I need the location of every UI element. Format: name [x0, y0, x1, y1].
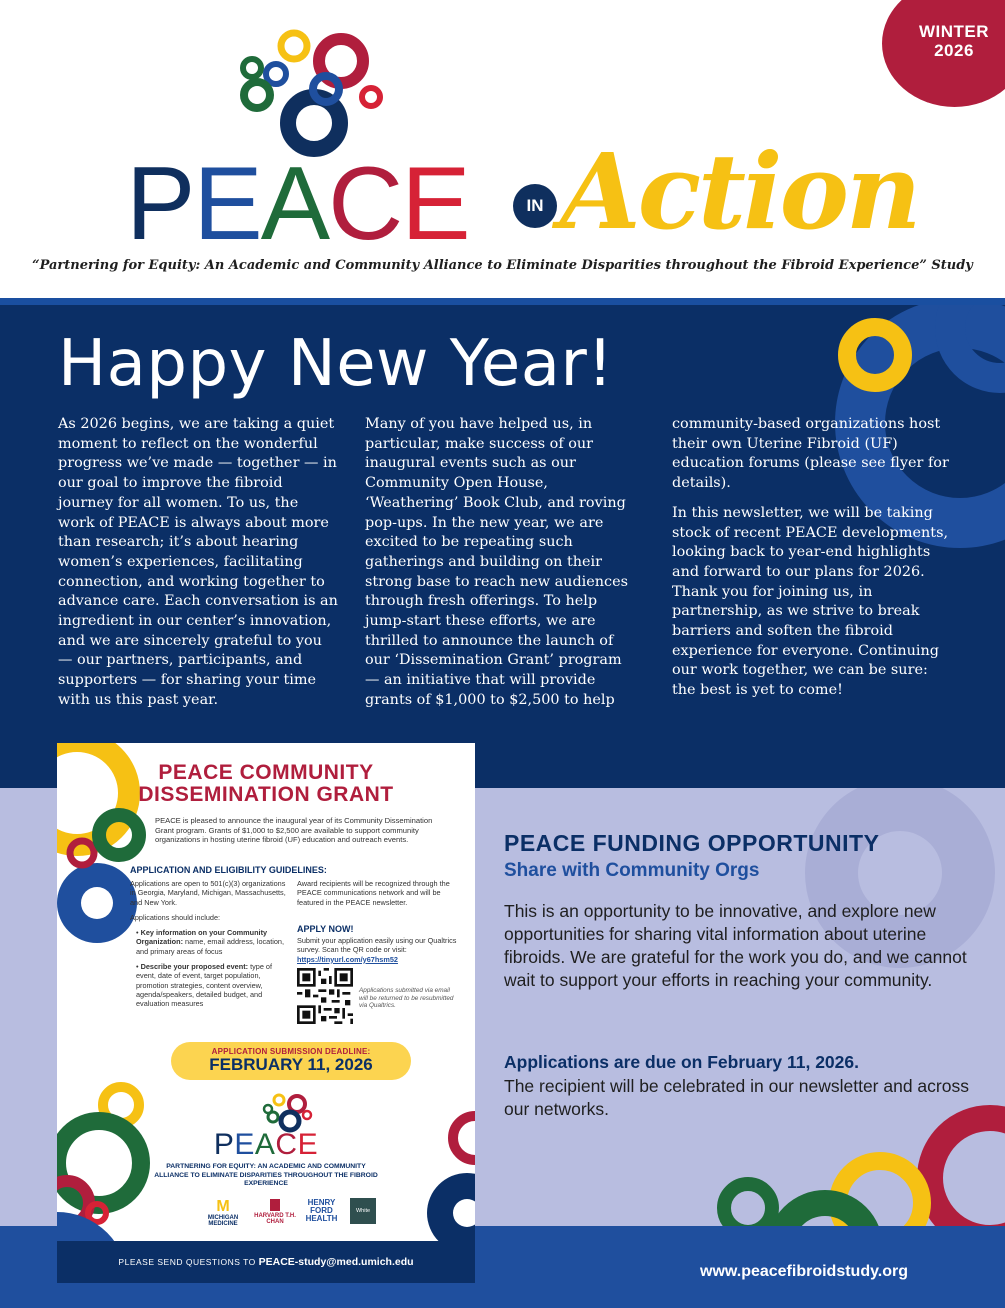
- flyer-letter-p: P: [213, 1128, 235, 1161]
- season-year: 2026: [934, 41, 974, 60]
- funding-title: PEACE FUNDING OPPORTUNITY: [504, 830, 880, 856]
- flyer-title-line2: DISSEMINATION GRANT: [138, 783, 394, 806]
- peace-wordmark: [126, 146, 469, 262]
- flyer-apply-link[interactable]: https://tinyurl.com/y67hsm52: [297, 954, 398, 964]
- flyer-title: [57, 762, 475, 806]
- logo-ring-green: [244, 82, 270, 108]
- flyer-bullet-1-bold: Key information on your Community Organization:: [136, 928, 268, 947]
- flyer-should-include: Applications should include:: [130, 912, 221, 922]
- flyer-logo-ring: [268, 1112, 278, 1122]
- funding-deadline-note: The recipient will be celebrated in our newsletter and across our networks.: [504, 1076, 969, 1119]
- flyer-peace-subtitle: PARTNERING FOR EQUITY: AN ACADEMIC AND COMMUNITY ALLIANCE TO ELIMINATE DISPARITIES THROUGHOUT THE FIBROID EXPERIENCE: [154, 1163, 378, 1187]
- michigan-logo-text: MICHIGAN MEDICINE: [207, 1215, 239, 1227]
- flyer-recognition: Award recipients will be recognized through the PEACE communications network and will be featured in the PEACE newsletter.: [297, 879, 450, 907]
- logo-ring-blue-small: [266, 64, 286, 84]
- intro-top-stripe: [0, 298, 1005, 305]
- flyer-bullet-1: • Key information on your Community Organization: name, email address, location, and primary areas of focus: [136, 928, 285, 956]
- flyer-bullet-2-text: type of event, date of event, target population, promotion strategies, content overview, agenda/speakers, detailed budget, and evaluation measures: [136, 962, 272, 1009]
- white-logo: White: [350, 1198, 376, 1224]
- flyer-peace-wordmark: [57, 1128, 475, 1162]
- harvard-logo-text: HARVARD T.H. CHAN: [254, 1213, 296, 1225]
- flyer-guidelines-heading: APPLICATION AND ELIGIBILITY GUIDELINES:: [130, 865, 327, 875]
- flyer-letter-a: A: [254, 1128, 276, 1161]
- logo-letter-e2: E: [401, 146, 469, 262]
- flyer-apply-text: [297, 936, 457, 964]
- intro-column-3: [672, 415, 952, 701]
- intro-paragraph: In this newsletter, we will be taking stock of recent PEACE developments, looking back to year-end highlights and forward to our plans for 2026. Thank you for joining us, in partnership, as we strive to break barriers and soften the fibroid experience for everyone. Continuing our work together, we can be sure: the best is yet to come!: [672, 504, 949, 699]
- henry-ford-logo: HENRY FORD HEALTH: [305, 1198, 338, 1223]
- funding-body: This is an opportunity to be innovative, and explore new opportunities for sharing vital information about uterine fibroids. We are grateful for the work you do, and we cannot wait to support your efforts in reaching your community.: [504, 901, 967, 990]
- logo-letter-c: C: [328, 146, 402, 262]
- michigan-medicine-logo: [202, 1199, 244, 1227]
- flyer-letter-c: C: [275, 1128, 298, 1161]
- intro-column-2: [365, 415, 635, 711]
- season-label: [904, 22, 1004, 60]
- flyer-letter-e2: E: [297, 1128, 319, 1161]
- decor-ring-dark-green: [780, 1203, 870, 1226]
- flyer-apply-heading: APPLY NOW!: [297, 924, 354, 934]
- page-heading: Happy New Year!: [58, 327, 614, 401]
- flyer-eligibility-text: Applications are open to 501(c)(3) organizations in Georgia, Maryland, Michigan, Massachusetts, and New York.: [130, 879, 286, 907]
- flyer-logo-ring: [274, 1095, 284, 1105]
- flyer-footer-prefix: PLEASE SEND QUESTIONS TO: [118, 1257, 259, 1267]
- flyer-title-line1: PEACE COMMUNITY: [158, 761, 374, 784]
- harvard-shield-icon: [270, 1199, 280, 1211]
- flyer-deadline-date: FEBRUARY 11, 2026: [209, 1055, 373, 1074]
- qr-code[interactable]: [297, 968, 353, 1024]
- flyer-eligibility: [130, 879, 290, 1009]
- action-wordmark: Action: [560, 130, 919, 253]
- grant-flyer: [57, 743, 475, 1283]
- peace-rings-logo: [228, 20, 396, 160]
- logo-letter-e: E: [193, 146, 261, 262]
- flyer-bullet-2-bold: Describe your proposed event:: [140, 962, 249, 972]
- funding-subtitle: Share with Community Orgs: [504, 860, 760, 881]
- flyer-footer-email[interactable]: PEACE-study@med.umich.edu: [258, 1256, 414, 1268]
- decor-ring-green: [724, 1184, 772, 1226]
- intro-paragraph: As 2026 begins, we are taking a quiet moment to reflect on the wonderful progress we’ve made — together — in our goal to improve the fibroid journey for all women. To us, the work of PEACE is always about more than research; it’s about hearing women’s experiences, facilitating connection, and working together to advance care. Each conversation is an ingredient in our center’s innovation, and we are sincerely grateful to you — our partners, participants, and supporters — for sharing your time with us this past year.: [58, 416, 338, 708]
- in-badge: IN: [513, 184, 557, 228]
- flyer-logo-ring: [303, 1111, 311, 1119]
- decor-ring-crimson: [930, 1118, 1005, 1226]
- season-name: WINTER: [918, 22, 990, 41]
- intro-paragraph: Many of you have helped us, in particular, make success of our inaugural events such as our Community Open House, ‘Weathering’ Book Club, and roving pop-ups. In the new year, we are excited to be repeating such gatherings and building on their strong base to reach new audiences through fresh offerings. To help jump-start these efforts, we are thrilled to announce the launch of our ‘Dissemination Grant’ program — an initiative that will provide grants of $1,000 to $2,500 to help: [365, 416, 629, 708]
- flyer-letter-e: E: [234, 1128, 255, 1161]
- funding-deadline: Applications are due on February 11, 2026.: [504, 1052, 859, 1072]
- michigan-block-m-icon: M: [216, 1198, 230, 1215]
- study-subtitle: “Partnering for Equity: An Academic and Community Alliance to Eliminate Disparities throughout the Fibroid Experience” Study: [32, 258, 973, 273]
- harvard-logo: [254, 1199, 296, 1225]
- flyer-bullet-1-text: name, email address, location, and primary areas of focus: [136, 937, 285, 956]
- logo-ring-blue: [313, 76, 339, 102]
- flyer-deadline-pill: [171, 1042, 411, 1080]
- logo-ring-yellow: [281, 33, 307, 59]
- website-link[interactable]: www.peacefibroidstudy.org: [700, 1263, 909, 1280]
- flyer-bullet-2: • Describe your proposed event: type of event, date of event, target population, promotion strategies, content overview, agenda/speakers, detailed budget, and evaluation measures: [136, 962, 272, 1009]
- flyer-footer: [57, 1241, 475, 1283]
- flyer-disc-blue-hole: [81, 887, 113, 919]
- logo-letter-p: P: [126, 146, 194, 262]
- flyer-deadline-label: APPLICATION SUBMISSION DEADLINE:: [211, 1047, 371, 1056]
- flyer-email-note: Applications submitted via email will be returned to be resubmitted via Qualtrics.: [359, 987, 454, 1010]
- intro-column-1: [58, 415, 338, 711]
- logo-ring-red-small: [362, 88, 380, 106]
- intro-paragraph: community-based organizations host their own Uterine Fibroid (UF) education forums (please see flyer for details).: [672, 416, 949, 492]
- flyer-intro: PEACE is pleased to announce the inaugural year of its Community Dissemination Grant program. Grants of $1,000 to $2,500 are available to support community organizations in hosting uterine fibroid (UF) education and outreach events.: [155, 816, 433, 844]
- logo-ring-green-small: [243, 59, 261, 77]
- flyer-apply-instructions: Submit your application easily using our Qualtrics survey. Scan the QR code or visit:: [297, 936, 457, 955]
- logo-letter-a: A: [260, 146, 329, 262]
